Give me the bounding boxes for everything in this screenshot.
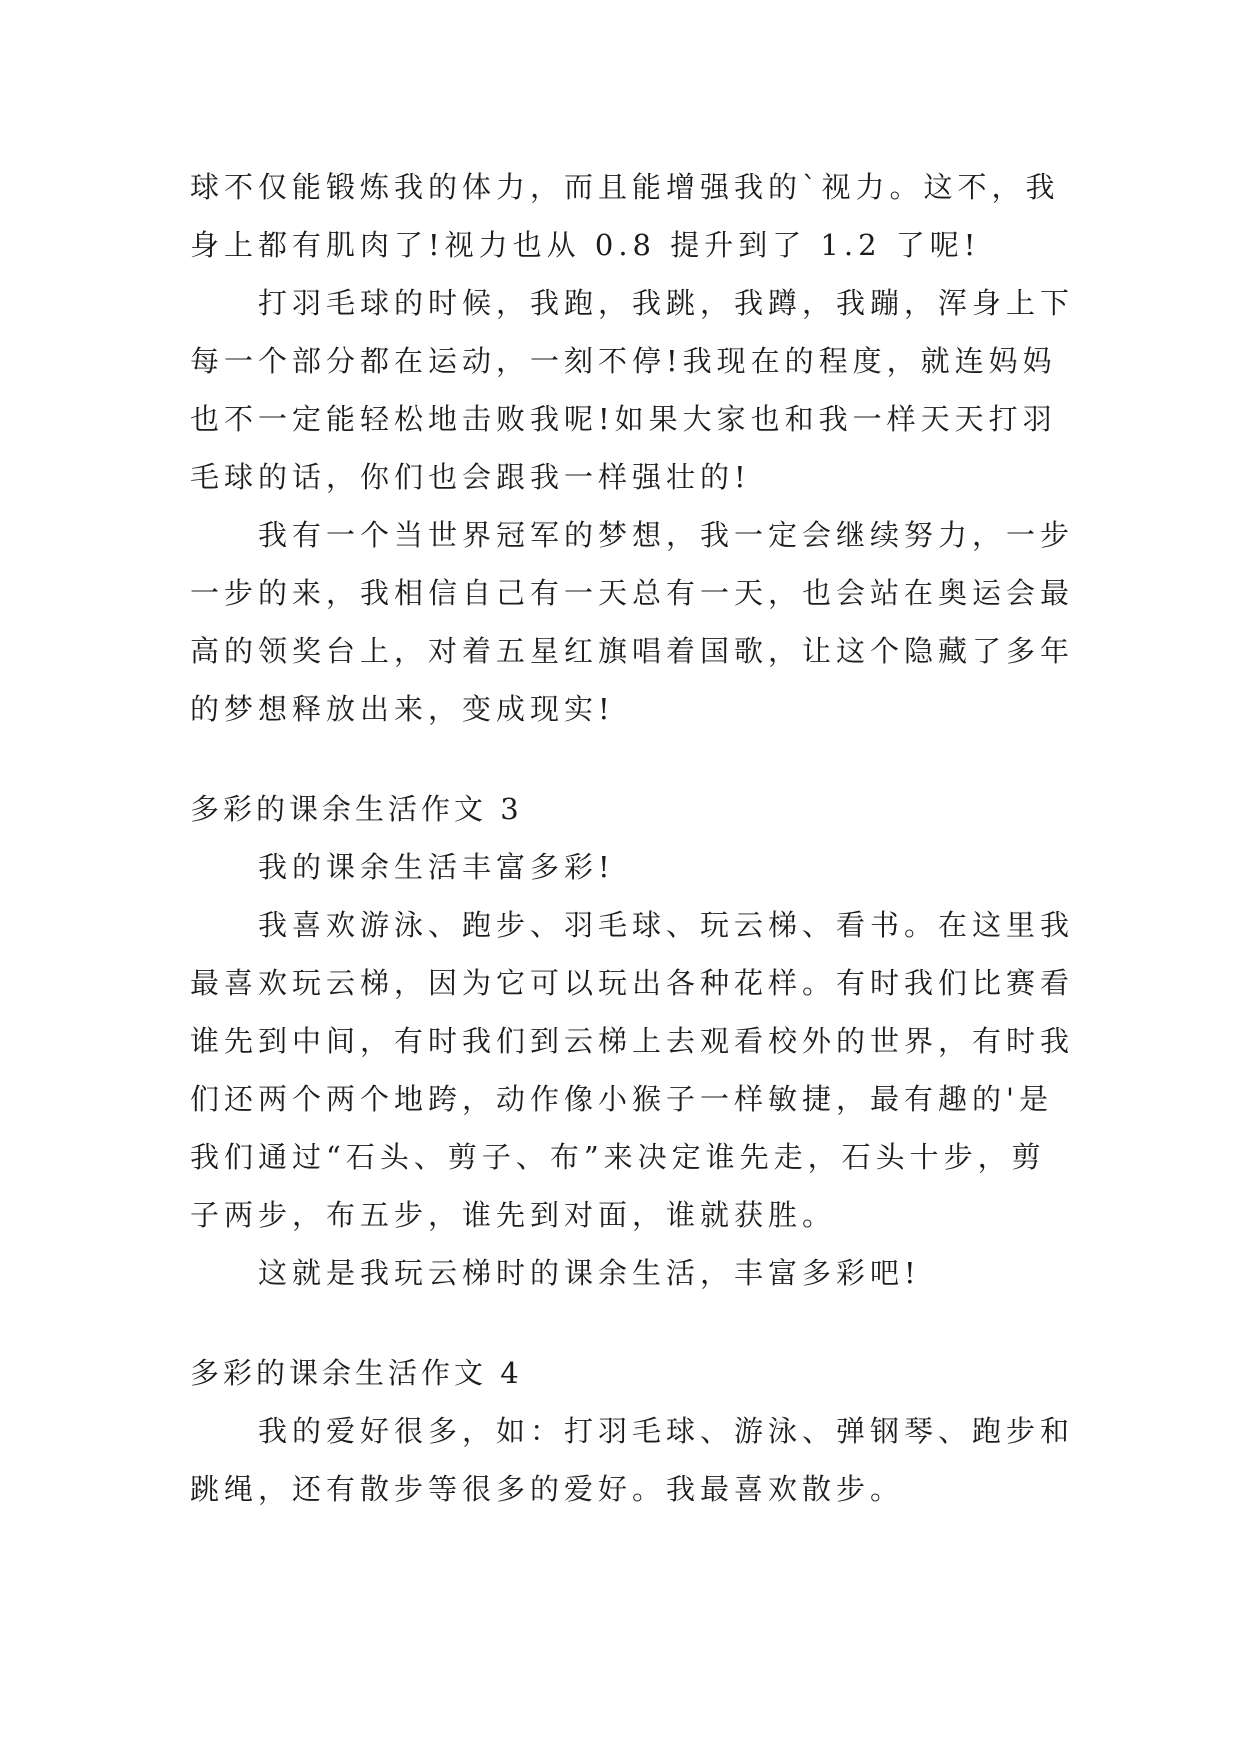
- paragraph-line: 毛球的话，你们也会跟我一样强壮的!: [190, 460, 751, 494]
- paragraph-line: 的梦想释放出来，变成现实!: [190, 692, 615, 726]
- essay-4: [190, 1344, 1075, 1518]
- document-page: [190, 158, 1075, 1518]
- essay-2-continuation: [190, 158, 1075, 738]
- essay-3: [190, 780, 1075, 1302]
- essay-heading: 多彩的课余生活作文 3: [190, 792, 523, 826]
- paragraph-line: 每一个部分都在运动，一刻不停!我现在的程度，就连妈妈: [190, 344, 1057, 378]
- paragraph-line: 我有一个当世界冠军的梦想，我一定会继续努力，一步: [258, 518, 1075, 552]
- paragraph-line: 球不仅能锻炼我的体力，而且能增强我的`视力。这不，我: [190, 170, 1060, 204]
- paragraph-line: 我的爱好很多，如：打羽毛球、游泳、弹钢琴、跑步和: [258, 1414, 1075, 1448]
- paragraph-line: 高的领奖台上，对着五星红旗唱着国歌，让这个隐藏了多年: [190, 634, 1075, 668]
- essay-heading: 多彩的课余生活作文 4: [190, 1356, 523, 1390]
- paragraph-line: 身上都有肌肉了!视力也从 0.8 提升到了 1.2 了呢!: [190, 228, 981, 262]
- paragraph-line: 也不一定能轻松地击败我呢!如果大家也和我一样天天打羽: [190, 402, 1057, 436]
- paragraph-line: 们还两个两个地跨，动作像小猴子一样敏捷，最有趣的'是: [190, 1082, 1053, 1116]
- paragraph-line: 这就是我玩云梯时的课余生活，丰富多彩吧!: [258, 1256, 921, 1290]
- paragraph-line: 子两步，布五步，谁先到对面，谁就获胜。: [190, 1198, 837, 1232]
- paragraph-line: 最喜欢玩云梯，因为它可以玩出各种花样。有时我们比赛看: [190, 966, 1075, 1000]
- paragraph-line: 我喜欢游泳、跑步、羽毛球、玩云梯、看书。在这里我: [258, 908, 1075, 942]
- paragraph-line: 一步的来，我相信自己有一天总有一天，也会站在奥运会最: [190, 576, 1075, 610]
- paragraph-line: 我们通过“石头、剪子、布”来决定谁先走，石头十步，剪: [190, 1140, 1046, 1174]
- paragraph-line: 我的课余生活丰富多彩!: [258, 850, 615, 884]
- paragraph-line: 谁先到中间，有时我们到云梯上去观看校外的世界，有时我: [190, 1024, 1075, 1058]
- paragraph-line: 打羽毛球的时候，我跑，我跳，我蹲，我蹦，浑身上下: [258, 286, 1075, 320]
- paragraph-line: 跳绳，还有散步等很多的爱好。我最喜欢散步。: [190, 1472, 905, 1506]
